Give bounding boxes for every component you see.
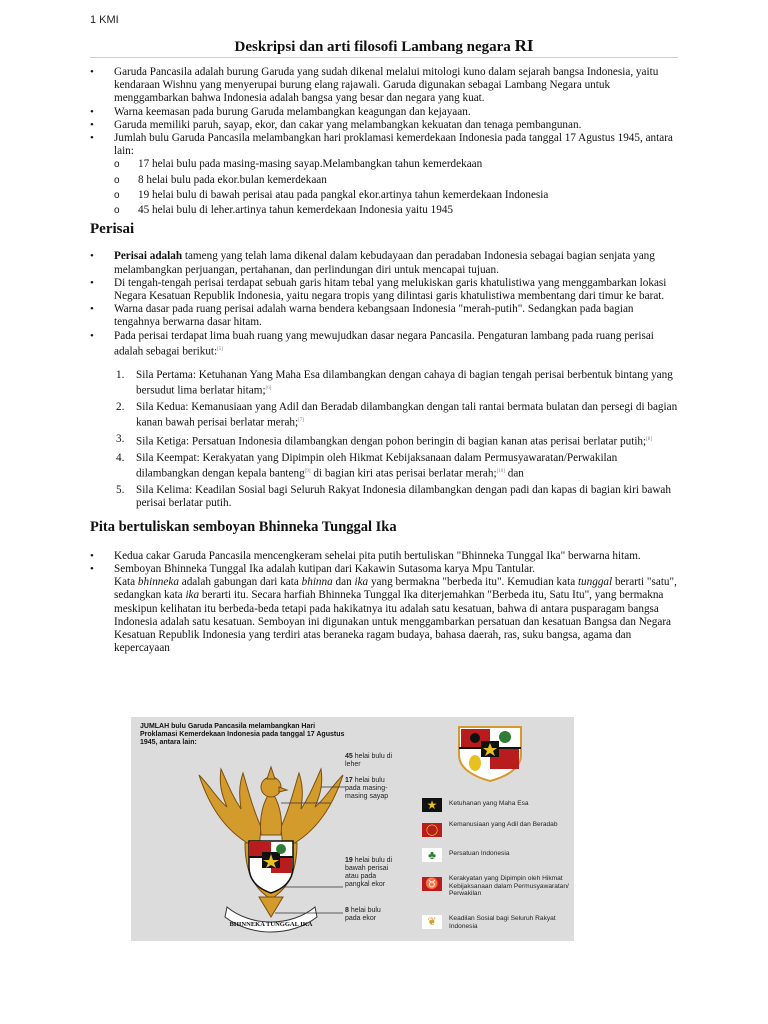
sila-number: 2. xyxy=(116,400,125,413)
legend-label: Kerakyatan yang Dipimpin oleh Hikmat Kebijaksanaan dalam Permusyawaratan/ Perwakilan xyxy=(449,875,569,898)
footnote-ref[interactable]: [5] xyxy=(217,346,223,352)
sila-item xyxy=(90,369,678,398)
sila-number: 5. xyxy=(116,484,125,497)
callout-17 xyxy=(345,777,393,801)
footnote-ref[interactable]: [7] xyxy=(298,418,304,424)
left-wing xyxy=(199,769,261,849)
garuda-beak xyxy=(279,787,287,792)
list-item xyxy=(90,250,678,276)
callout-number: 8 xyxy=(345,907,349,914)
sila-text-end: dan xyxy=(504,467,524,480)
heading-pita: Pita bertuliskan semboyan Bhinneka Tunggal Ika xyxy=(90,518,397,535)
list-item xyxy=(90,330,678,359)
italic-term: bhinna xyxy=(301,576,333,589)
term-bold: Perisai adalah xyxy=(114,250,183,263)
sila-text: Sila Kelima: Keadilan Sosial bagi Seluruh Rakyat Indonesia dilambangkan dengan padi dan kapas di bagian kiri bawah perisai berlatar putih. xyxy=(136,484,671,510)
text-run: berarti itu. Secara harfiah Bhinneka Tunggal Ika diterjemahkan "Berbeda itu, Satu Itu", yang bermakna meskipun kelihatan itu berbeda-beda tetapi pada hakikatnya itu adalah satu kesatuan, bahwa di antara pusparagam bangsa Indonesia adalah satu kesatuan. Semboyan ini digunakan untuk menggambarkan persatuan dan kesatuan Bangsa dan Negara Kesatuan Republik Indonesia yang terdiri atas beraneka ragam budaya, bahasa daerah, ras, suku bangsa, agama dan kepercayaan xyxy=(114,589,672,655)
infographic-intro: JUMLAH bulu Garuda Pancasila melambangkan Hari Proklamasi Kemerdekaan Indonesia pada tanggal 17 Agustus 1945, antara lain: xyxy=(140,723,345,746)
sila-list xyxy=(90,369,678,511)
sublist-item: o 45 helai bulu di leher.artinya tahun kemerdekaan Indonesia yaitu 1945 xyxy=(90,204,678,217)
legend-star-icon: ★ xyxy=(422,798,442,812)
sila-text: Sila Keempat: Kerakyatan yang Dipimpin oleh Hikmat Kebijaksanaan dalam Permusyawaratan/Perwakilan dilambangkan dengan kepala banteng xyxy=(136,452,618,480)
list-item: • Garuda memiliki paruh, sayap, ekor, dan cakar yang melambangkan kekuatan dan tenaga pembangunan. xyxy=(90,119,678,132)
heading-perisai: Perisai xyxy=(90,221,135,238)
legend-bull-head-icon: ♉ xyxy=(422,877,442,891)
sila-text: Sila Pertama: Ketuhanan Yang Maha Esa dilambangkan dengan cahaya di bagian tengah perisai berbentuk bintang yang bersudut lima berlatar hitam; xyxy=(136,368,673,397)
callout-number: 45 xyxy=(345,753,353,760)
garuda-neck xyxy=(260,791,281,835)
title-suffix: RI xyxy=(514,36,534,55)
garuda-crest xyxy=(267,767,275,779)
footnote-ref[interactable]: [10] xyxy=(496,469,505,475)
legend-label: Ketuhanan yang Maha Esa xyxy=(449,800,529,807)
perisai-list xyxy=(90,250,678,358)
list-item: • Warna keemasan pada burung Garuda melambangkan keagungan dan kejayaan. xyxy=(90,106,678,119)
italic-term: ika xyxy=(354,576,369,589)
legend-banyan-icon: ♣ xyxy=(422,848,442,862)
garuda-list xyxy=(90,66,678,217)
ribbon-text: BHINNEKA TUNGGAL IKA xyxy=(229,921,313,928)
italic-term: tunggal xyxy=(577,576,613,589)
banyan-icon xyxy=(276,844,286,854)
right-wing xyxy=(281,769,343,849)
list-item: • Warna dasar pada ruang perisai adalah warna bendera kebangsaan Indonesia "merah-putih". Sedangkan pada bagian tengahnya berwarna dasar hitam. xyxy=(90,303,678,329)
sila-text: Sila Ketiga: Persatuan Indonesia dilambangkan dengan pohon beringin di bagian kanan atas perisai berlatar putih; xyxy=(136,435,647,448)
legend-label: Keadilan Sosial bagi Seluruh Rakyat Indonesia xyxy=(449,915,556,930)
sila-item xyxy=(90,401,678,430)
pita-list xyxy=(90,550,678,656)
italic-term: ika xyxy=(185,589,200,602)
legend-label: Persatuan Indonesia xyxy=(449,850,510,857)
italic-term: bhinneka xyxy=(137,576,179,589)
list-item-text: Jumlah bulu Garuda Pancasila melambangkan hari proklamasi kemerdekaan Indonesia pada tanggal 17 Agustus 1945, antara lain: xyxy=(114,132,673,158)
sila-number: 4. xyxy=(116,452,125,465)
text-run: dan xyxy=(332,576,355,589)
garuda-head xyxy=(261,777,281,797)
list-item xyxy=(90,132,678,217)
page-header-code: 1 KMI xyxy=(90,14,119,26)
text-run: Kata xyxy=(114,576,138,589)
garuda-infographic xyxy=(131,717,574,941)
list-item-text: tameng yang telah lama dikenal dalam kebudayaan dan peradaban Indonesia sebagai bagian senjata yang melambangkan perjuangan, pertahanan, dan perlindungan diri untuk mencapai tujuan. xyxy=(114,250,655,276)
legend-rice-cotton-icon: ❦ xyxy=(422,915,442,929)
title-main: Deskripsi dan arti filosofi Lambang negara xyxy=(234,39,511,55)
shield-detail-illustration xyxy=(455,721,525,783)
sila-number: 3. xyxy=(116,433,125,446)
sila-text-tail: di bagian kiri atas perisai berlatar merah; xyxy=(310,467,497,480)
list-item: • Garuda Pancasila adalah burung Garuda yang sudah dikenal melalui mitologi kuno dalam sejarah bangsa Indonesia, yaitu kendaraan Wishnu yang menyerupai burung elang rajawali. Garuda digunakan sebagai Lambang Negara untuk menggambarkan bahwa Indonesia adalah bangsa yang besar dan negara yang kuat. xyxy=(90,66,678,106)
list-item: • Di tengah-tengah perisai terdapat sebuah garis hitam tebal yang melukiskan garis khatulistiwa yang menggambarkan lokasi Negara Kesatuan Republik Indonesia, yaitu negara tropis yang dilintasi garis khatulistiwa membentang dari timur ke barat. xyxy=(90,277,678,303)
sila-item xyxy=(90,433,678,449)
sila-item xyxy=(90,484,678,510)
footnote-ref[interactable]: [8] xyxy=(646,437,652,443)
footnote-ref[interactable]: [6] xyxy=(265,386,272,391)
callout-8 xyxy=(345,907,395,923)
callout-text: helai bulu di bawah perisai atau pada pangkal ekor xyxy=(345,857,393,888)
sublist-item: o 8 helai bulu pada ekor.bulan kemerdekaan xyxy=(90,174,678,187)
text-run: berarti "satu", sedangkan kata xyxy=(114,576,677,602)
text-run: adalah gabungan dari kata xyxy=(178,576,302,589)
legend-chain-icon: ◯ xyxy=(422,823,442,837)
footnote-ref[interactable]: [9] xyxy=(304,469,311,475)
list-item-text: Pada perisai terdapat lima buah ruang yang mewujudkan dasar negara Pancasila. Pengaturan lambang pada ruang perisai adalah sebagai berikut: xyxy=(114,329,654,358)
page-title xyxy=(90,36,678,56)
garuda-pancasila-illustration xyxy=(171,757,371,941)
sublist-item: o 19 helai bulu di bawah perisai atau pada pangkal ekor.artinya tahun kemerdekaan Indonesia xyxy=(90,189,678,202)
callout-19 xyxy=(345,857,393,889)
feather-sublist xyxy=(90,158,678,217)
title-divider xyxy=(90,57,678,58)
callout-number: 17 xyxy=(345,777,353,784)
sila-number: 1. xyxy=(116,368,125,381)
list-item: • Kedua cakar Garuda Pancasila mencengkeram sehelai pita putih bertuliskan "Bhinneka Tunggal Ika" berwarna hitam. xyxy=(90,550,678,563)
callout-text: helai bulu di leher xyxy=(345,753,393,768)
sila-text: Sila Kedua: Kemanusiaan yang Adil dan Beradab dilambangkan dengan tali rantai bermata bulatan dan persegi di bagian kanan bawah perisai berlatar merah; xyxy=(136,400,678,429)
legend-label: Kemanusiaan yang Adil dan Beradab xyxy=(449,821,558,828)
list-item-text: Semboyan Bhinneka Tunggal Ika adalah kutipan dari Kakawin Sutasoma karya Mpu Tantular. xyxy=(114,562,535,575)
sublist-item: o 17 helai bulu pada masing-masing sayap.Melambangkan tahun kemerdekaan xyxy=(90,158,678,171)
callout-text: helai bulu pada ekor xyxy=(345,907,381,922)
callout-number: 19 xyxy=(345,857,353,864)
garuda-tail xyxy=(259,897,283,917)
list-item xyxy=(90,563,678,655)
callout-text: helai bulu pada masing-masing sayap xyxy=(345,777,389,800)
text-run: yang bermakna "berbeda itu". Kemudian kata xyxy=(368,576,578,589)
document-body xyxy=(90,66,678,655)
sila-item xyxy=(90,452,678,481)
callout-45 xyxy=(345,753,405,769)
